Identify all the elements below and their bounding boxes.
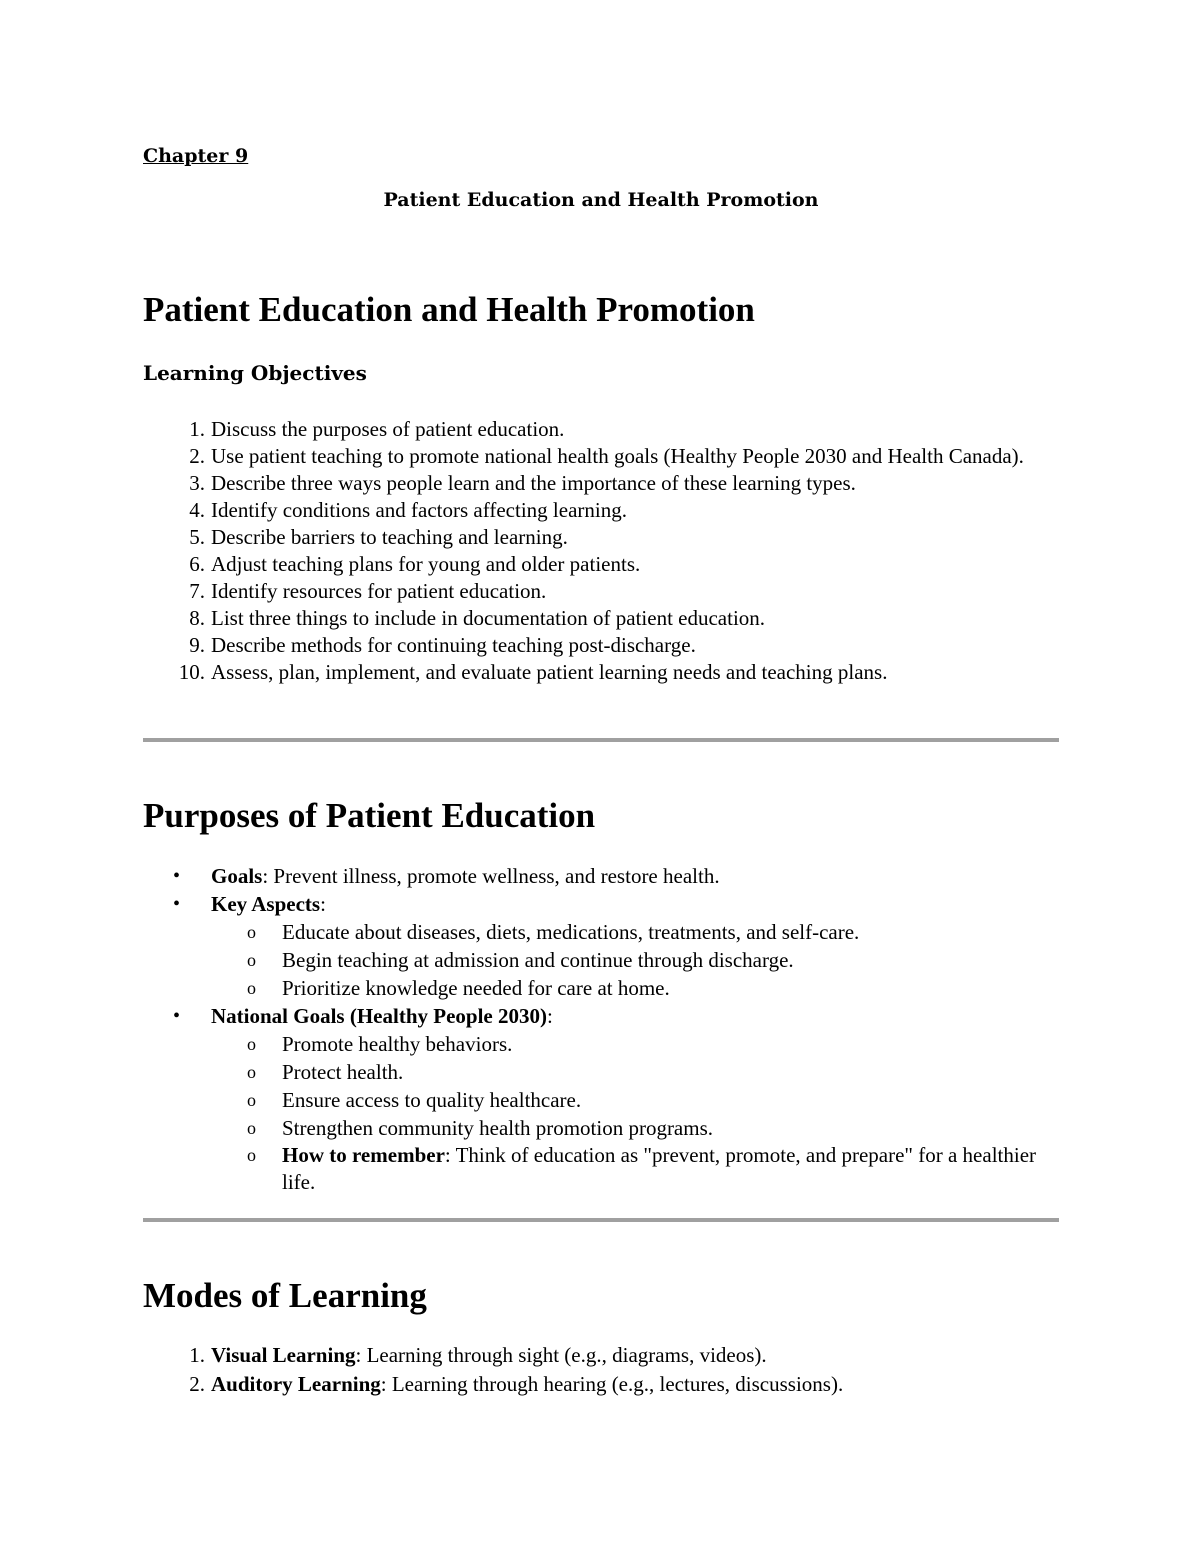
list-item: 8. List three things to include in documentation of patient education. [189,606,766,630]
modes-list [143,1341,1059,1399]
document-subtitle: Patient Education and Health Promotion [383,189,819,211]
list-item: 4. Identify conditions and factors affecting learning. [189,498,627,522]
list-item: • Goals: Prevent illness, promote wellness, and restore health. [173,864,720,888]
list-item: 10. Assess, plan, implement, and evaluate patient learning needs and teaching plans. [178,660,888,684]
list-item: 9. Describe methods for continuing teaching post-discharge. [189,633,696,657]
section-title-purposes: Purposes of Patient Education [143,796,596,835]
list-item: 2. Use patient teaching to promote national health goals (Healthy People 2030 and Health Canada). [189,444,1024,468]
list-item: o Educate about diseases, diets, medications, treatments, and self-care. [247,920,860,944]
horizontal-divider [143,1218,1059,1222]
list-item: o Promote healthy behaviors. [247,1032,513,1056]
list-item: 7. Identify resources for patient education. [189,579,547,603]
section-title-modes: Modes of Learning [143,1276,427,1315]
list-item: o Ensure access to quality healthcare. [247,1088,582,1112]
list-item: 3. Describe three ways people learn and the importance of these learning types. [189,471,856,495]
chapter-label: Chapter 9 [143,145,249,167]
section-title-patient-education: Patient Education and Health Promotion [143,290,755,329]
list-item: 1. Visual Learning: Learning through sight (e.g., diagrams, videos). [189,1343,767,1367]
learning-objectives-heading: Learning Objectives [143,361,367,385]
list-item: o How to remember: Think of education as "prevent, promote, and prepare" for a healthier life. [247,1143,1037,1194]
list-item: o Strengthen community health promotion programs. [247,1116,714,1140]
purposes-list [143,862,1059,1196]
list-item: • Key Aspects: [173,892,326,916]
list-item: 1. Discuss the purposes of patient education. [189,417,565,441]
list-item: o Begin teaching at admission and continue through discharge. [247,948,794,972]
horizontal-divider [143,738,1059,742]
list-item: 5. Describe barriers to teaching and learning. [189,525,568,549]
list-item: o Protect health. [247,1060,404,1084]
list-item: 6. Adjust teaching plans for young and older patients. [189,552,641,576]
list-item: 2. Auditory Learning: Learning through hearing (e.g., lectures, discussions). [189,1372,844,1396]
list-item: • National Goals (Healthy People 2030): [173,1004,553,1028]
objectives-list [143,416,1059,686]
list-item: o Prioritize knowledge needed for care at home. [247,976,670,1000]
